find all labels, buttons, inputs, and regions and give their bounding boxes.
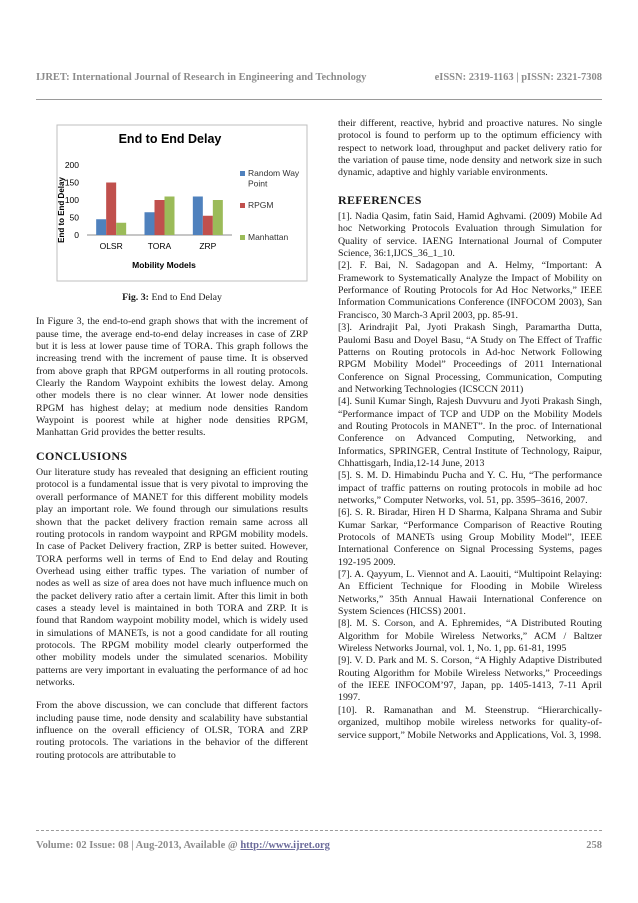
reference-3: [3]. Arindrajit Pal, Jyoti Prakash Singh, Paramartha Dutta, Paulomi Basu and Doyel Basu, “A Study on The Effect of Traffic Patterns on Routing protocols in Ad-hoc Network Following RPGM Mobility Model” Proceedings of 2011 International Conference on Signal Processing, Communication, Computing and Networking Technologies (ICSCCN 2011) — [338, 322, 602, 395]
reference-1: [1]. Nadia Qasim, fatin Said, Hamid Aghvami. (2009) Mobile Ad hoc Networking Protocols Evaluation through Simulation for Quality of service. IAENG International Journal of Computer Science, 36:1,IJCS_36_1_10. — [338, 211, 602, 260]
y-tick-label: 200 — [64, 160, 79, 170]
chart — [36, 124, 308, 282]
right-column — [338, 118, 602, 742]
legend-label: RPGM — [248, 200, 274, 210]
volume-info: Volume: 02 Issue: 08 | Aug-2013, Available @ — [36, 840, 241, 851]
x-tick-label: TORA — [147, 241, 172, 251]
y-tick-label: 50 — [69, 212, 79, 223]
figure-caption — [36, 292, 308, 304]
reference-8: [8]. M. S. Corson, and A. Ephremides, “A Distributed Routing Algorithm for Mobile Wireless Networks,” ACM / Baltzer Wireless Networks Journal, vol. 1, No. 1, pp. 61-81, 1995 — [338, 618, 602, 655]
chart-title: End to End Delay — [118, 132, 222, 146]
y-tick-label: 150 — [64, 177, 79, 188]
page-number: 258 — [586, 840, 602, 851]
bar-zrp-rpgm — [203, 216, 213, 235]
body-paragraph-1: In Figure 3, the end-to-end graph shows that with the increment of pause time, the average end-to-end delay increases in case of ZRP but it is less at lower pause time of TORA. This graph follows the increasing trend with the increment of pause time. It is observed from above graph that RPGM outperforms in all routing protocols. Clearly the Random Waypoint exhibits the lowest delay. Among other models there is no clear winner. At lower node densities RPGM has highest delay; at medium node densities Random Waypoint is poorest while at higher node densities RPGM, Manhattan Grid provides the better results. — [36, 316, 308, 439]
bar-zrp-manhattan — [213, 200, 223, 235]
reference-9: [9]. V. D. Park and M. S. Corson, “A Highly Adaptive Distributed Routing Algorithm for Mobile Wireless Networks,” Proceedings of the IEEE INFOCOM’97, Japan, pp. 1405-1413, 7-11 April 1997. — [338, 655, 602, 704]
legend-label: Manhattan — [248, 232, 289, 242]
bar-zrp-random-way-point — [193, 197, 203, 236]
footer-rule — [36, 830, 602, 831]
reference-6: [6]. S. R. Biradar, Hiren H D Sharma, Kalpana Shrama and Subir Kumar Sarkar, “Performance Comparison of Reactive Routing Protocols of MANETs using Group Mobility Model”, IEEE International Conference on Signal Processing Systems, pages 192-195 2009. — [338, 507, 602, 568]
issn: eISSN: 2319-1163 | pISSN: 2321-7308 — [434, 72, 602, 83]
bar-tora-manhattan — [165, 197, 175, 236]
legend-swatch — [240, 235, 245, 240]
legend-swatch — [240, 171, 245, 176]
journal-name: IJRET: International Journal of Research in Engineering and Technology — [36, 72, 367, 83]
reference-5: [5]. S. M. D. Himabindu Pucha and Y. C. Hu, “The performance impact of traffic patterns on routing protocols in mobile ad hoc networks,” Computer Networks, vol. 51, pp. 3595–3616, 2007. — [338, 470, 602, 506]
reference-4: [4]. Sunil Kumar Singh, Rajesh Duvvuru and Jyoti Prakash Singh, “Performance impact of TCP and UDP on the Mobility Models and Routing Protocols in MANET”. In the proc. of International Conference on Advanced Computing, Networking, and Informatics, SPRINGER, Central Institute of Technology, Raipur, Chhattisgarh, India,12-14 June, 2013 — [338, 396, 602, 469]
conclusions-heading: CONCLUSIONS — [36, 448, 128, 463]
header-rule — [36, 99, 602, 100]
running-footer — [36, 840, 602, 851]
legend-swatch — [240, 203, 245, 208]
chart-ylabel: End to End Delay — [57, 177, 66, 243]
figure-label: Fig. 3: — [122, 292, 149, 303]
bar-tora-rpgm — [155, 200, 165, 235]
bar-olsr-manhattan — [116, 223, 126, 235]
reference-7: [7]. A. Qayyum, L. Viennot and A. Laouiti, “Multipoint Relaying: An Efficient Technique for Flooding in Mobile Wireless Networks,” 35th Annual Hawaii International Conference on System Sciences (HICSS) 2001. — [338, 569, 602, 618]
y-tick-label: 0 — [74, 230, 79, 240]
figure-caption-text: End to End Delay — [148, 292, 222, 303]
body-paragraph-3: From the above discussion, we can conclude that different factors including pause time, node density and scalability have substantial influence on the overall efficiency of OLSR, TORA and ZRP routing protocols. The variations in the behavior of the different routing protocols are attributable to — [36, 700, 308, 761]
references-heading: REFERENCES — [338, 192, 422, 207]
bar-olsr-random-way-point — [96, 219, 106, 235]
bar-tora-random-way-point — [145, 212, 155, 235]
x-tick-label: ZRP — [199, 241, 217, 251]
running-header — [36, 72, 602, 83]
x-tick-label: OLSR — [99, 241, 123, 251]
journal-link[interactable]: http://www.ijret.org — [240, 840, 330, 851]
bar-olsr-rpgm — [106, 183, 116, 236]
left-column — [36, 118, 308, 762]
chart-xlabel: Mobility Models — [132, 260, 196, 270]
reference-10: [10]. R. Ramanathan and M. Steenstrup. “Hierarchically-organized, multihop mobile wireless networks for quality-of-service support,” Mobile Networks and Applications, Vol. 3, 1998. — [338, 704, 602, 741]
bar-chart — [36, 124, 308, 282]
legend-label: Random Way Point — [248, 168, 300, 189]
body-paragraph-4: their different, reactive, hybrid and proactive natures. No single protocol is found to perform up to the optimum efficiency with respect to network load, throughput and packet delivery ratio for the variation of pause time, node density and network size in such dynamic, adaptive and highly variable environments. — [338, 118, 602, 179]
reference-2: [2]. F. Bai, N. Sadagopan and A. Helmy, “Important: A Framework to Systematically Analyze the Impact of Mobility on Performance of Routing Protocols for Ad Hoc Networks,” IEEE Information Communications Conference (INFOCOM 2003), San Francisco, 30 March-3 April 2003, pp. 85-91. — [338, 260, 602, 321]
body-paragraph-2: Our literature study has revealed that designing an efficient routing protocol is a fundamental issue that is very pivotal to improving the overall performance of MANET for this different mobility models play an important role. We found through our simulations results shown that the packet delivery fraction remain same across all routing protocols in random waypoint and RPGM mobility models. In case of Packet Delivery fraction, ZRP is better suited. However, TORA performs well in terms of End to End delay and Routing Overhead using either traffic types. The variation of number of nodes as well as size of area does not have much influence much on the packet delivery ratio after a certain limit. After this limit in both cases a steady level is maintained in both TORA and ZRP. It is found that Random waypoint mobility model, which is widely used in simulations of MANETs, is not a good candidate for all routing protocols. The RPGM mobility model clearly outperformed the other mobility models under the simulated scenarios. Mobility patterns are very important in evaluating the performance of ad hoc networks. — [36, 467, 308, 688]
y-tick-label: 100 — [64, 195, 79, 205]
